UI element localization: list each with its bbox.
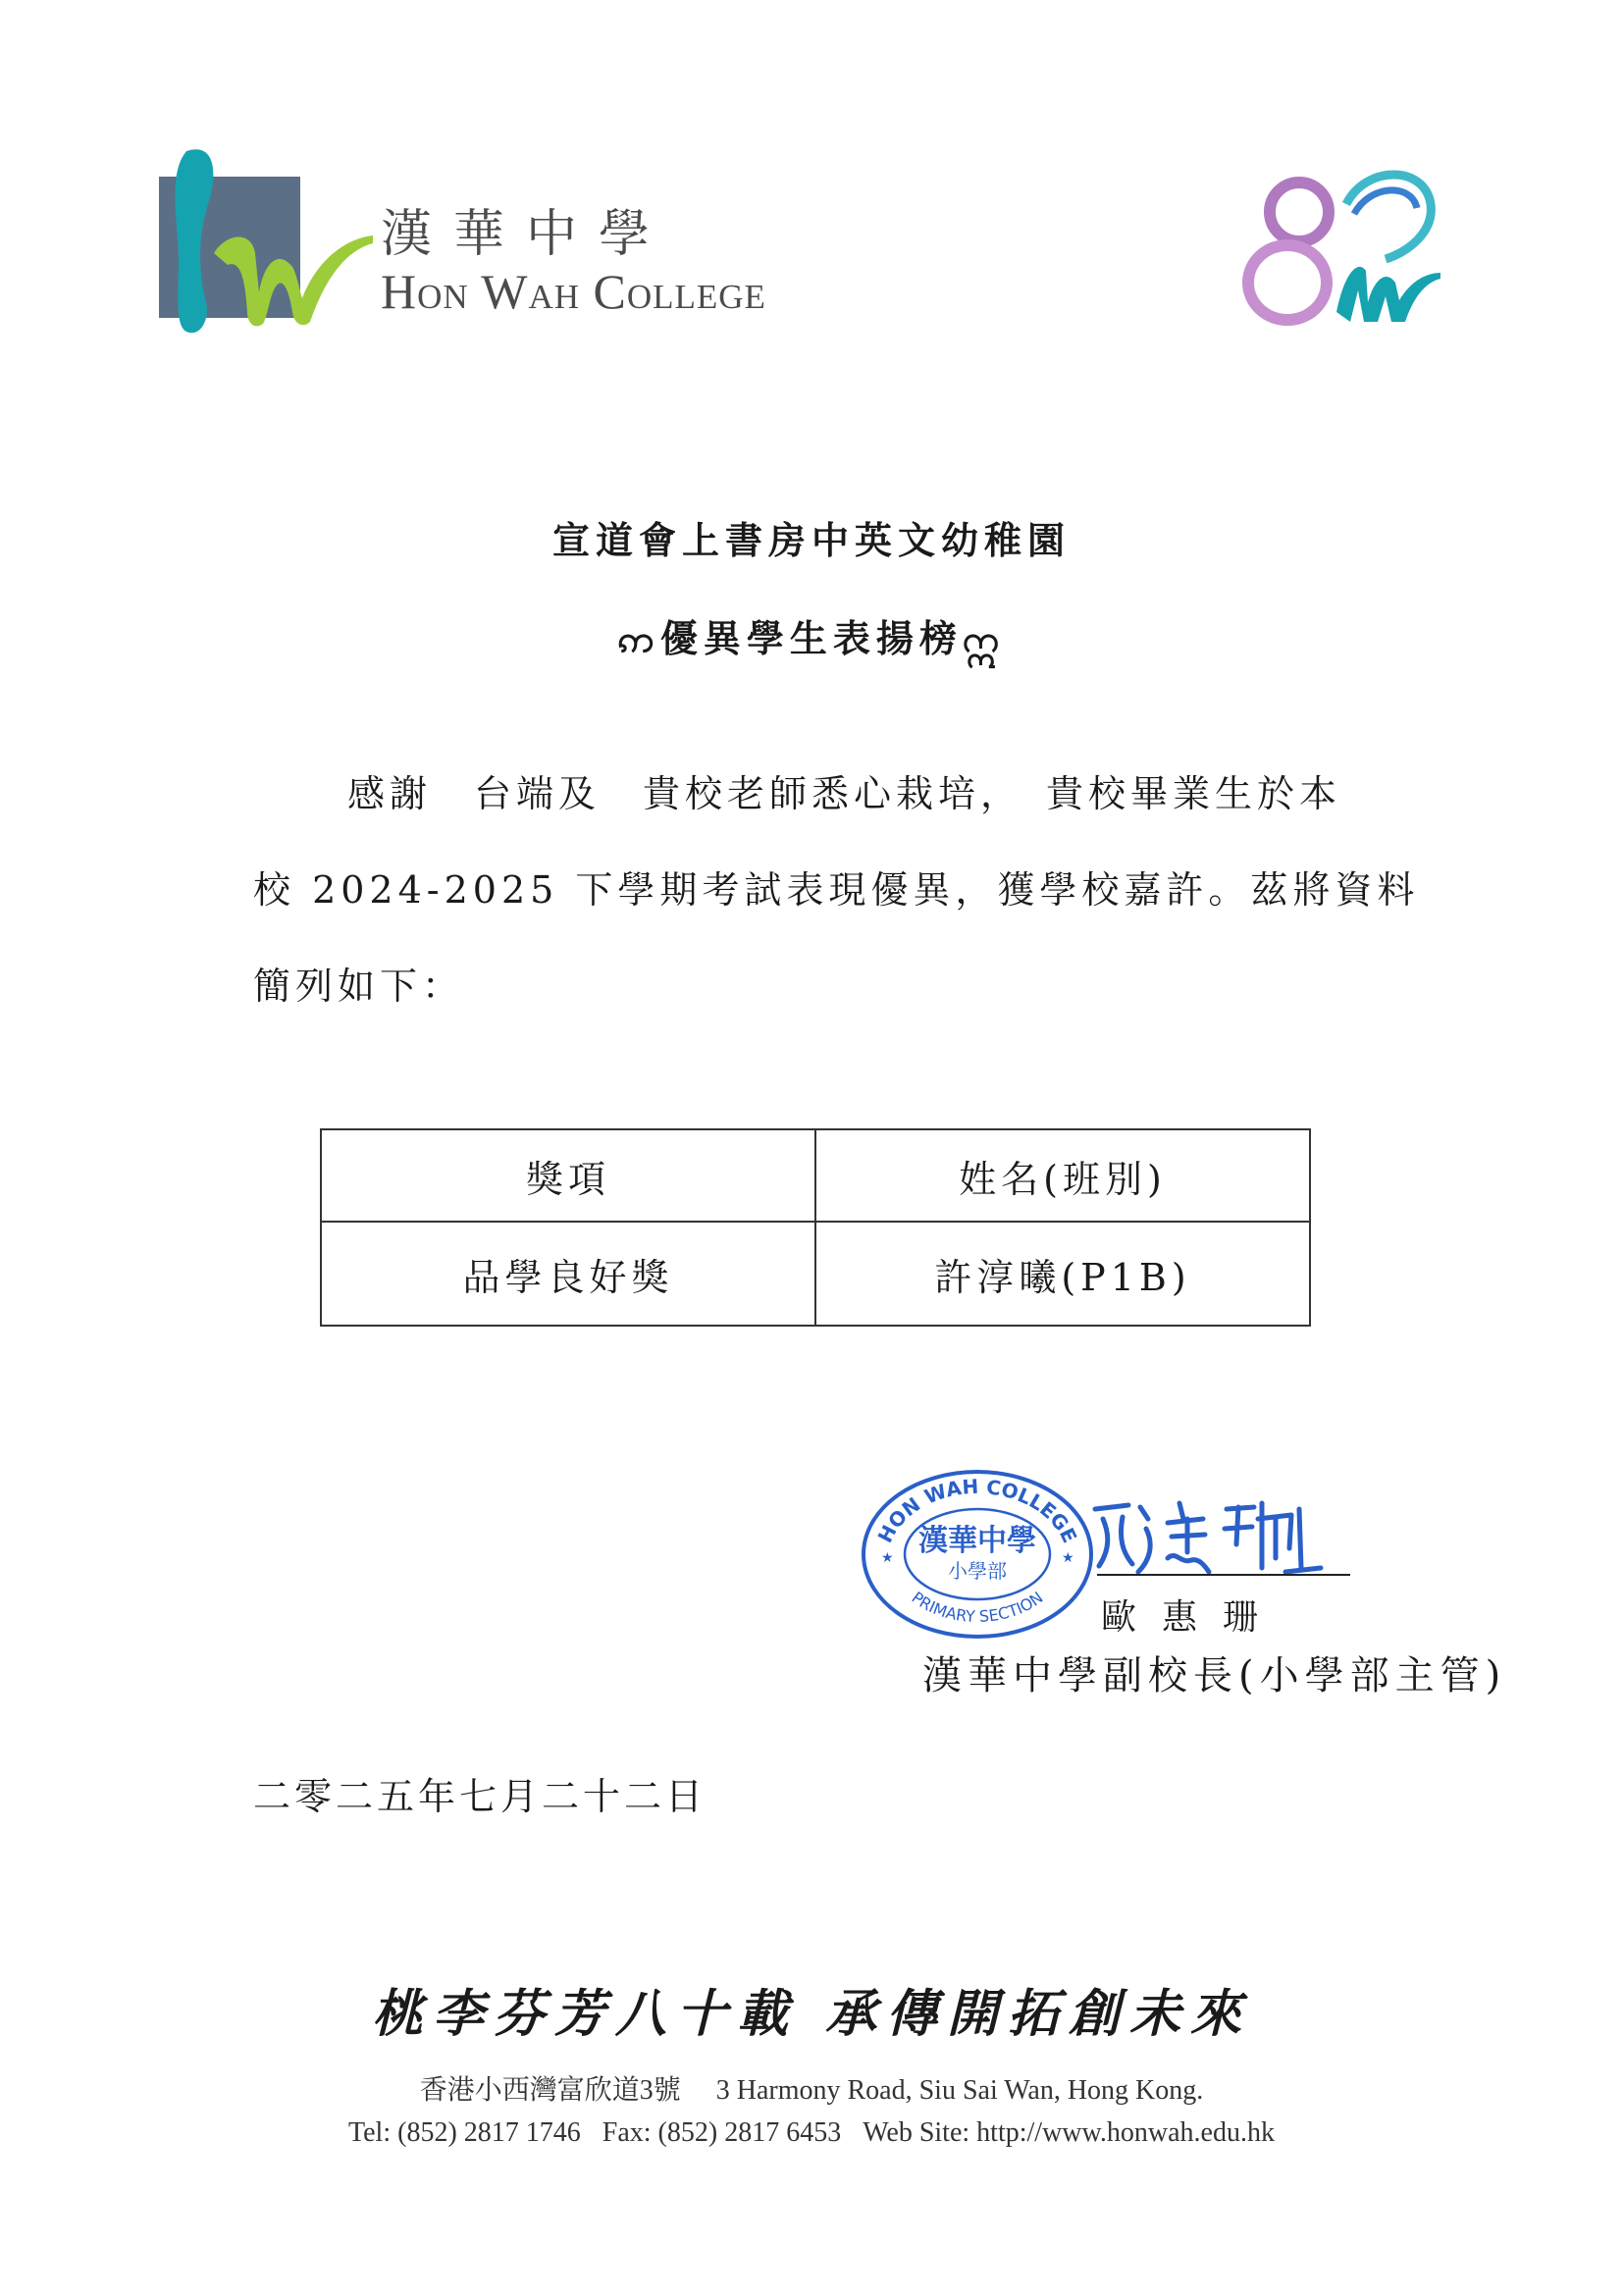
- signature-line: [1097, 1574, 1350, 1576]
- website-link[interactable]: Web Site: http://www.honwah.edu.hk: [863, 2117, 1275, 2148]
- body-line-2: 校 2024-2025 下學期考試表現優異，獲學校嘉許。茲將資料: [253, 868, 1420, 912]
- handwritten-signature-icon: [1089, 1489, 1325, 1588]
- hon-wah-logo-icon: [157, 145, 373, 341]
- address-cn: 香港小西灣富欣道3號: [419, 2075, 681, 2106]
- contact-line: [0, 2117, 1623, 2149]
- table-row: [321, 1222, 1310, 1326]
- svg-text:PRIMARY SECTION: [909, 1588, 1047, 1626]
- signer-name: 歐惠珊: [1101, 1597, 1284, 1638]
- seal-text-bottom: PRIMARY SECTION: [908, 1588, 1047, 1626]
- signer-title: 漢華中學副校長(小學部主管): [922, 1653, 1507, 1698]
- body-line-1: 感謝 台端及 貴校老師悉心栽培， 貴校畢業生於本: [347, 772, 1342, 815]
- body-line-3: 簡列如下：: [253, 965, 465, 1008]
- seal-text-sub: 小學部: [948, 1559, 1007, 1583]
- school-name-en: Hon Wah College: [381, 264, 766, 319]
- address-line: [0, 2068, 1623, 2108]
- fax-number: Fax: (852) 2817 6453: [602, 2117, 842, 2148]
- seal-text-top: HON WAH COLLEGE: [872, 1474, 1082, 1547]
- cell-award: 品學良好獎: [321, 1222, 815, 1326]
- address-en: 3 Harmony Road, Siu Sai Wan, Hong Kong.: [715, 2075, 1204, 2106]
- letter-date: 二零二五年七月二十二日: [253, 1775, 707, 1818]
- cell-name-class: 許淳曦(P1B): [815, 1222, 1310, 1326]
- honor-roll-title: ဢ優異學生表揚榜ဣ: [617, 616, 1006, 660]
- header-name-class: 姓名(班別): [815, 1129, 1310, 1222]
- svg-text:★: ★: [881, 1550, 894, 1566]
- tel-number: Tel: (852) 2817 1746: [347, 2117, 581, 2148]
- kindergarten-title: 宣道會上書房中英文幼稚園: [551, 518, 1071, 562]
- anniversary-80-icon: [1238, 165, 1444, 332]
- table-header-row: [321, 1129, 1310, 1222]
- svg-text:★: ★: [1062, 1550, 1074, 1566]
- header-award: 獎項: [321, 1129, 815, 1222]
- award-table: [320, 1128, 1311, 1327]
- anniversary-motto: 桃李芬芳八十載 承傳開拓創未來: [371, 1984, 1252, 2044]
- school-seal-icon: [860, 1468, 1095, 1641]
- school-name-cn: 漢華中學: [381, 205, 672, 264]
- seal-text-cn: 漢華中學: [918, 1524, 1036, 1558]
